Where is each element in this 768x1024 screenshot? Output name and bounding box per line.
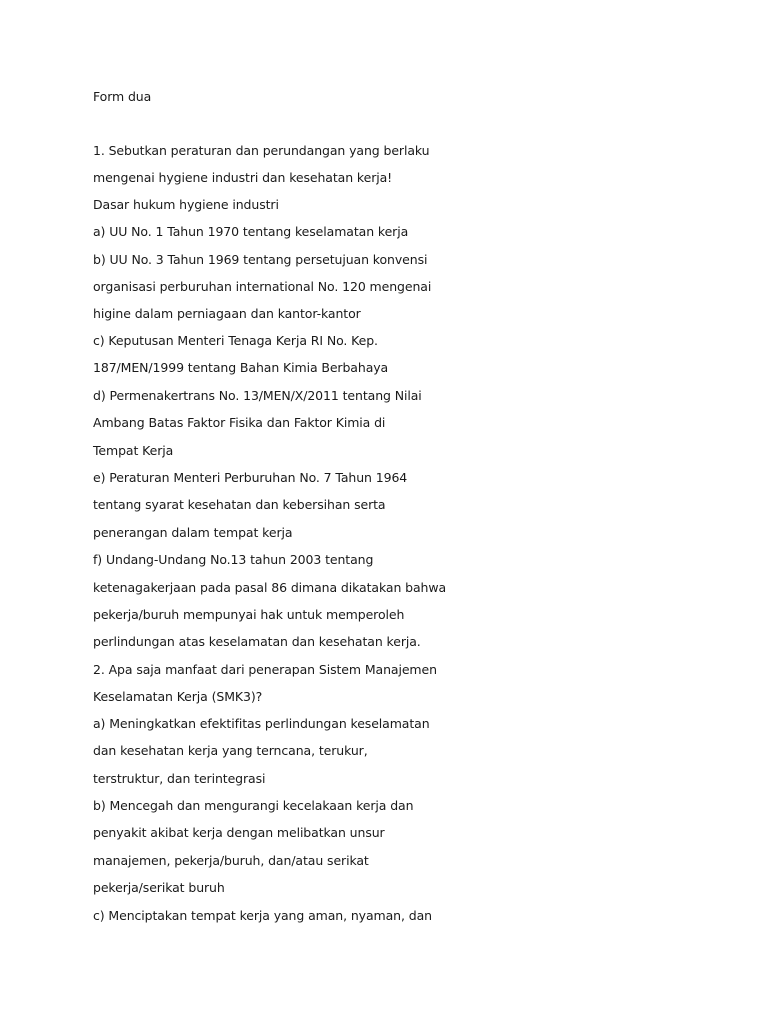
text-line: penyakit akibat kerja dengan melibatkan unsur xyxy=(93,825,385,840)
text-line: pekerja/serikat buruh xyxy=(93,880,225,895)
text-line: 187/MEN/1999 tentang Bahan Kimia Berbahaya xyxy=(93,360,389,375)
text-line: c) Menciptakan tempat kerja yang aman, nyaman, dan xyxy=(93,908,432,923)
text-line: manajemen, pekerja/buruh, dan/atau serikat xyxy=(93,853,369,868)
text-line: e) Peraturan Menteri Perburuhan No. 7 Tahun 1964 xyxy=(93,470,408,485)
text-line: terstruktur, dan terintegrasi xyxy=(93,771,266,786)
text-line: Ambang Batas Faktor Fisika dan Faktor Kimia di xyxy=(93,415,386,430)
text-line: 1. Sebutkan peraturan dan perundangan yang berlaku xyxy=(93,143,430,158)
text-line: mengenai hygiene industri dan kesehatan kerja! xyxy=(93,170,393,185)
text-line: organisasi perburuhan international No. 120 mengenai xyxy=(93,279,432,294)
text-line: perlindungan atas keselamatan dan kesehatan kerja. xyxy=(93,634,421,649)
text-line: d) Permenakertrans No. 13/MEN/X/2011 tentang Nilai xyxy=(93,388,422,403)
text-line: b) Mencegah dan mengurangi kecelakaan kerja dan xyxy=(93,798,414,813)
text-line: ketenagakerjaan pada pasal 86 dimana dikatakan bahwa xyxy=(93,580,447,595)
text-line: Tempat Kerja xyxy=(93,443,174,458)
text-line: f) Undang-Undang No.13 tahun 2003 tentang xyxy=(93,552,374,567)
text-line: Dasar hukum hygiene industri xyxy=(93,197,279,212)
text-line: Keselamatan Kerja (SMK3)? xyxy=(93,689,263,704)
text-line: 2. Apa saja manfaat dari penerapan Sistem Manajemen xyxy=(93,662,437,677)
text-line: dan kesehatan kerja yang terncana, terukur, xyxy=(93,743,368,758)
text-line: pekerja/buruh mempunyai hak untuk memperoleh xyxy=(93,607,405,622)
text-line: tentang syarat kesehatan dan kebersihan serta xyxy=(93,497,386,512)
text-line: a) Meningkatkan efektifitas perlindungan keselamatan xyxy=(93,716,430,731)
text-line: b) UU No. 3 Tahun 1969 tentang persetujuan konvensi xyxy=(93,252,428,267)
text-line: a) UU No. 1 Tahun 1970 tentang keselamatan kerja xyxy=(93,224,409,239)
document-title: Form dua xyxy=(93,89,152,104)
text-line: higine dalam perniagaan dan kantor-kantor xyxy=(93,306,361,321)
text-line: c) Keputusan Menteri Tenaga Kerja RI No. Kep. xyxy=(93,333,378,348)
text-line: penerangan dalam tempat kerja xyxy=(93,525,293,540)
